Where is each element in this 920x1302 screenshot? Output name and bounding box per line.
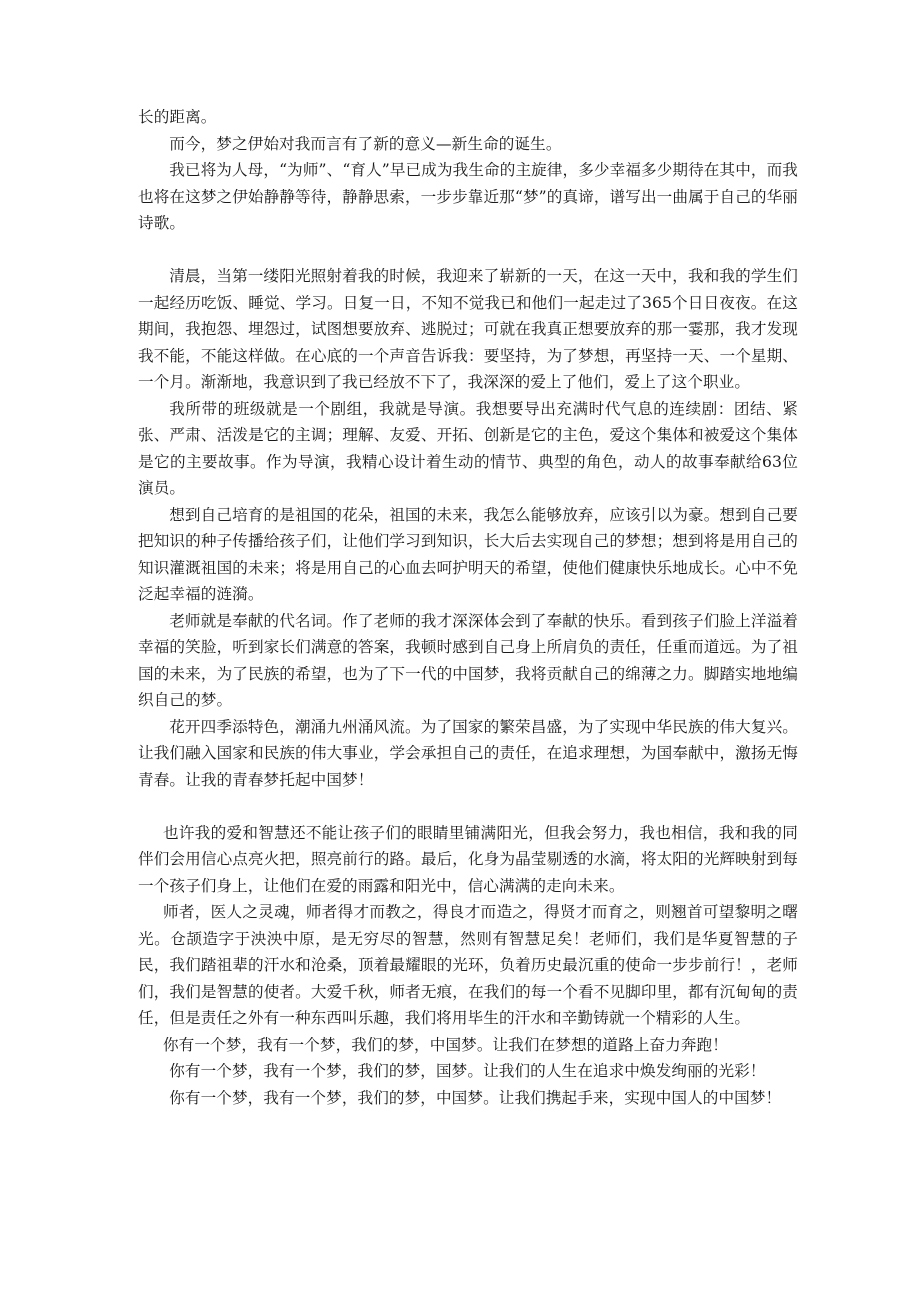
paragraph: 老师就是奉献的代名词。作了老师的我才深深体会到了奉献的快乐。看到孩子们脸上洋溢着幸福的笑脸，听到家长们满意的答案，我顿时感到自己身上所肩负的责任，任重而道远。为了祖国的未来，为了民族的希望，也为了下一代的中国梦，我将贡献自己的绵薄之力。脚踏实地地编织自己的梦。 (138, 611, 798, 709)
paragraph: 长的距离。 (138, 108, 217, 126)
paragraph: 想到自己培育的是祖国的花朵，祖国的未来，我怎么能够放弃，应该引以为豪。想到自己要把知识的种子传播给孩子们，让他们学习到知识，长大后去实现自己的梦想；想到将是用自己的知识灌溉祖国的未来；将是用自己的心血去呵护明天的希望，使他们健康快乐地成长。心中不免泛起幸福的涟漪。 (138, 505, 798, 603)
paragraph: 你有一个梦，我有一个梦，我们的梦，中国梦。让我们携起手来，实现中国人的中国梦！ (169, 1088, 782, 1107)
paragraph: 清晨，当第一缕阳光照射着我的时候，我迎来了崭新的一天，在这一天中，我和我的学生们一起经历吃饭、睡觉、学习。日复一日，不知不觉我已和他们一起走过了365个日日夜夜。在这期间，我抱怨、埋怨过，试图想要放弃、逃脱过；可就在我真正想要放弃的那一霎那，我才发现我不能，不能这样做。在心底的一个声音告诉我：要坚持，为了梦想，再坚持一天、一个星期、一个月。渐渐地，我意识到了我已经放不下了，我深深的爱上了他们，爱上了这个职业。 (138, 267, 798, 391)
blank-line (138, 793, 798, 820)
paragraph: 你有一个梦，我有一个梦，我们的梦，中国梦。让我们在梦想的道路上奋力奔跑！ (162, 1035, 728, 1054)
paragraph: 你有一个梦，我有一个梦，我们的梦，国梦。让我们的人生在追求中焕发绚丽的光彩！ (169, 1062, 766, 1080)
paragraph: 师者，医人之灵魂，师者得才而教之，得良才而造之，得贤才而育之，则翘首可望黎明之曙光。仓颉造字于泱泱中原，是无穷尽的智慧，然则有智慧足矣！老师们，我们是华夏智慧的子民，我们踏祖辈的汗水和沧桑，顶着最耀眼的光环，负着历史最沉重的使命一步步前行！，老师们，我们是智慧的使者。大爱千秋，师者无痕，在我们的每一个看不见脚印里，都有沉甸甸的责任，但是责任之外有一种东西叫乐趣，我们将用毕生的汗水和辛勤铸就一个精彩的人生。 (138, 903, 798, 1027)
paragraph: 我所带的班级就是一个剧组，我就是导演。我想要导出充满时代气息的连续剧：团结、紧张、严肃、活泼是它的主调；理解、友爱、开拓、创新是它的主色，爱这个集体和被爱这个集体是它的主要故事。作为导演，我精心设计着生动的情节、典型的角色，动人的故事奉献给63位演员。 (138, 399, 798, 497)
paragraph: 我已将为人母，“为师”、“育人”早已成为我生命的主旋律，多少幸福多少期待在其中，而我也将在这梦之伊始静静等待，静静思索，一步步靠近那“梦”的真谛，谱写出一曲属于自己的华丽诗歌。 (138, 161, 798, 232)
paragraph: 花开四季添特色，潮涌九州涌风流。为了国家的繁荣昌盛，为了实现中华民族的伟大复兴。让我们融入国家和民族的伟大事业，学会承担自己的责任，在追求理想，为国奉献中，激扬无悔青春。让我的青春梦托起中国梦！ (138, 717, 798, 789)
document-body (138, 104, 798, 1111)
blank-line (138, 237, 798, 264)
paragraph: 也许我的爱和智慧还不能让孩子们的眼睛里铺满阳光，但我会努力，我也相信，我和我的同伴们会用信心点亮火把，照亮前行的路。最后，化身为晶莹剔透的水滴，将太阳的光辉映射到每一个孩子们身上，让他们在爱的雨露和阳光中，信心满满的走向未来。 (138, 823, 798, 895)
paragraph: 而今，梦之伊始对我而言有了新的意义—新生命的诞生。 (169, 134, 562, 153)
